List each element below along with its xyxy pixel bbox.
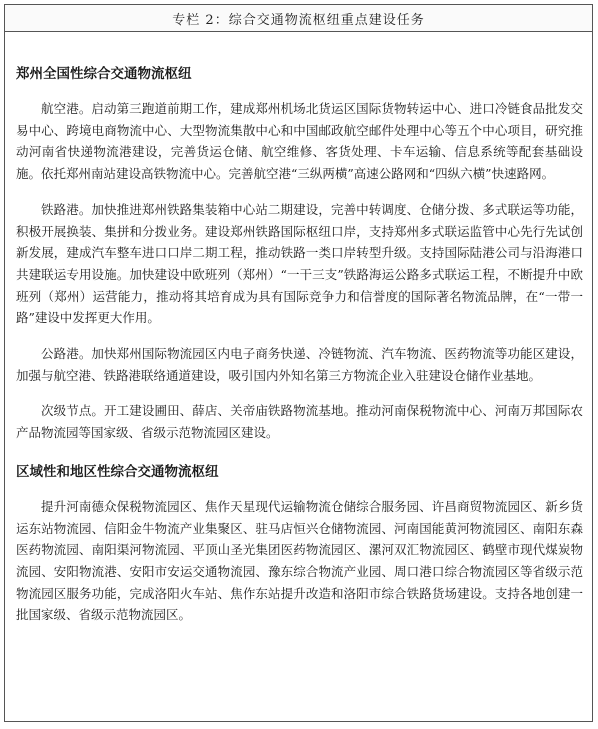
paragraph-airport-hub: 航空港。启动第三跑道前期工作，建成郑州机场北货运区国际货物转运中心、进口冷链食品批发交易中心、跨境电商物流中心、大型物流集散中心和中国邮政航空邮件处理中心等五个中心项目，研究推动河南省快递物流港建设，完善货运仓储、航空维修、客货处理、卡车运输、信息系统等配套基础设施。依托郑州南站建设高铁物流中心。完善航空港“三纵两横”高速公路网和“四纵六横”快速路网。 xyxy=(16,101,583,182)
column-title: 专栏 2：综合交通物流枢纽重点建设任务 xyxy=(5,5,592,32)
column-content xyxy=(5,32,592,626)
section-heading-zhengzhou: 郑州全国性综合交通物流枢纽 xyxy=(16,66,192,82)
paragraph-railway-hub: 铁路港。加快推进郑州铁路集装箱中心站二期建设，完善中转调度、仓储分拨、多式联运等功能，积极开展换装、集拼和分拨业务。建设郑州铁路国际枢纽口岸，支持郑州多式联运监管中心先行先试创新发展，建成汽车整车进口口岸二期工程，推动铁路一类口岸转型升级。支持国际陆港公司与沿海港口共建联运专用设施。加快建设中欧班列（郑州）“一干三支”铁路海运公路多式联运工程，不断提升中欧班列（郑州）运营能力，推动将其培育成为具有国际竞争力和信誉度的国际著名物流品牌，在“一带一路”建设中发挥更大作用。 xyxy=(16,201,583,326)
section-heading-regional: 区域性和地区性综合交通物流枢纽 xyxy=(16,463,219,480)
paragraph-regional-hubs: 提升河南德众保税物流园区、焦作天星现代运输物流仓储综合服务园、许昌商贸物流园区、新乡货运东站物流园、信阳金牛物流产业集聚区、驻马店恒兴仓储物流园、河南国能黄河物流园区、南阳东森医药物流园、南阳渠河物流园、平顶山圣光集团医药物流园区、漯河双汇物流园区、鹤壁市现代煤炭物流园、安阳物流港、安阳市安运交通物流园、豫东综合物流产业园、周口港口综合物流园区等省级示范物流园区服务功能，完成洛阳火车站、焦作东站提升改造和洛阳市综合铁路货场建设。支持各地创建一批国家级、省级示范物流园区。 xyxy=(16,498,583,623)
column-box xyxy=(4,4,593,722)
paragraph-secondary-nodes: 次级节点。开工建设圃田、薛店、关帝庙铁路物流基地。推动河南保税物流中心、河南万邦国际农产品物流园等国家级、省级示范物流园区建设。 xyxy=(16,403,583,441)
paragraph-highway-hub: 公路港。加快郑州国际物流园区内电子商务快递、冷链物流、汽车物流、医药物流等功能区建设，加强与航空港、铁路港联络通道建设，吸引国内外知名第三方物流企业入驻建设仓储作业基地。 xyxy=(16,346,583,383)
